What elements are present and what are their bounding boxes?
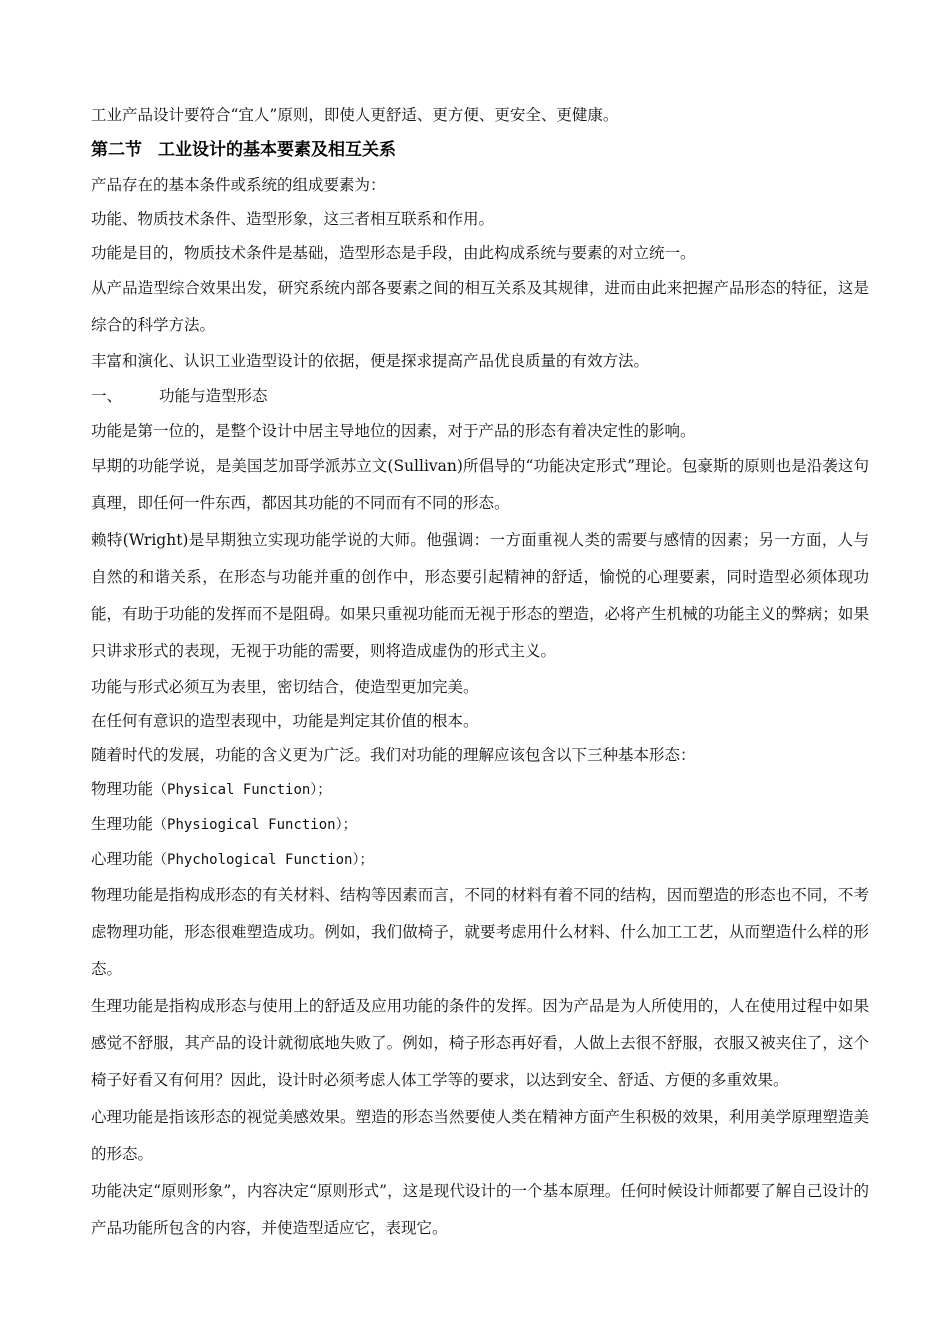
section-number: 第二节 (91, 140, 142, 160)
document-body (91, 98, 869, 1247)
paragraph-function-first: 功能是第一位的，是整个设计中居主导地位的因素，对于产品的形态有着决定性的影响。 (91, 422, 696, 440)
paragraph-value-basis: 在任何有意识的造型表现中，功能是判定其价值的根本。 (91, 712, 479, 730)
paragraph-comprehensive-method: 从产品造型综合效果出发，研究系统内部各要素之间的相互关系及其规律，进而由此来把握产品形态的特征，这是综合的科学方法。 (91, 279, 869, 334)
list-item-psychological-function (91, 842, 869, 877)
psychological-function-english: （Phychological Function）； (153, 852, 374, 868)
paragraph-purpose-basis-means: 功能是目的，物质技术条件是基础，造型形态是手段，由此构成系统与要素的对立统一。 (91, 244, 696, 262)
paragraph-three-forms: 随着时代的发展，功能的含义更为广泛。我们对功能的理解应该包含以下三种基本形态： (91, 746, 696, 764)
list-item-physical-function (91, 772, 869, 807)
section-heading (91, 132, 869, 168)
paragraph-form-function-unity: 功能与形式必须互为表里，密切结合，使造型更加完美。 (91, 678, 479, 696)
subsection-heading (91, 378, 869, 414)
paragraph-physical-function: 物理功能是指构成形态的有关材料、结构等因素而言，不同的材料有着不同的结构，因而塑造的形态也不同，不考虑物理功能，形态很难塑造成功。例如，我们做椅子，就要考虑用什么材料、什么加工工艺，从而塑造什么样的形态。 (91, 886, 869, 978)
physical-function-english: （Physical Function）； (153, 782, 332, 798)
subsection-number: 一、 (91, 387, 123, 405)
paragraph-three-elements: 功能、物质技术条件、造型形象，这三者相互联系和作用。 (91, 210, 495, 228)
section-title: 工业设计的基本要素及相互关系 (158, 140, 396, 160)
paragraph-basic-conditions: 产品存在的基本条件或系统的组成要素为： (91, 176, 386, 194)
subsection-title: 功能与造型形态 (159, 387, 268, 405)
physical-function-label: 物理功能 (91, 780, 154, 798)
paragraph-psychological-function: 心理功能是指该形态的视觉美感效果。塑造的形态当然要使人类在精神方面产生积极的效果，利用美学原理塑造美的形态。 (91, 1108, 869, 1163)
paragraph-physiological-function: 生理功能是指构成形态与使用上的舒适及应用功能的条件的发挥。因为产品是为人所使用的，人在使用过程中如果感觉不舒服，其产品的设计就彻底地失败了。例如，椅子形态再好看，人做上去很不舒服，衣服又被夹住了，这个椅子好看又有何用？因此，设计时必须考虑人体工学等的要求，以达到安全、舒适、方便的多重效果。 (91, 997, 869, 1089)
list-item-physiological-function (91, 807, 869, 842)
paragraph-sullivan: 早期的功能学说，是美国芝加哥学派苏立文(Sullivan)所倡导的“功能决定形式”理论。包豪斯的原则也是沿袭这句真理，即任何一件东西，都因其功能的不同而有不同的形态。 (91, 457, 869, 512)
paragraph-effective-method: 丰富和演化、认识工业造型设计的依据，便是探求提高产品优良质量的有效方法。 (91, 352, 650, 370)
paragraph-wright: 赖特(Wright)是早期独立实现功能学说的大师。他强调：一方面重视人类的需要与感情的因素；另一方面，人与自然的和谐关系，在形态与功能并重的创作中，形态要引起精神的舒适，愉悦的心理要素，同时造型必须体现功能，有助于功能的发挥而不是阻碍。如果只重视功能而无视于形态的塑造，必将产生机械的功能主义的弊病；如果只讲求形式的表现，无视于功能的需要，则将造成虚伪的形式主义。 (91, 531, 869, 660)
physiological-function-label: 生理功能 (91, 815, 154, 833)
paragraph-yiren-principle: 工业产品设计要符合“宜人”原则，即使人更舒适、更方便、更安全、更健康。 (91, 106, 619, 124)
paragraph-design-principle: 功能决定“原则形象”，内容决定“原则形式”，这是现代设计的一个基本原理。任何时候设计师都要了解自己设计的产品功能所包含的内容，并使造型适应它，表现它。 (91, 1182, 869, 1237)
psychological-function-label: 心理功能 (91, 850, 154, 868)
physiological-function-english: （Physiogical Function）； (153, 817, 357, 833)
